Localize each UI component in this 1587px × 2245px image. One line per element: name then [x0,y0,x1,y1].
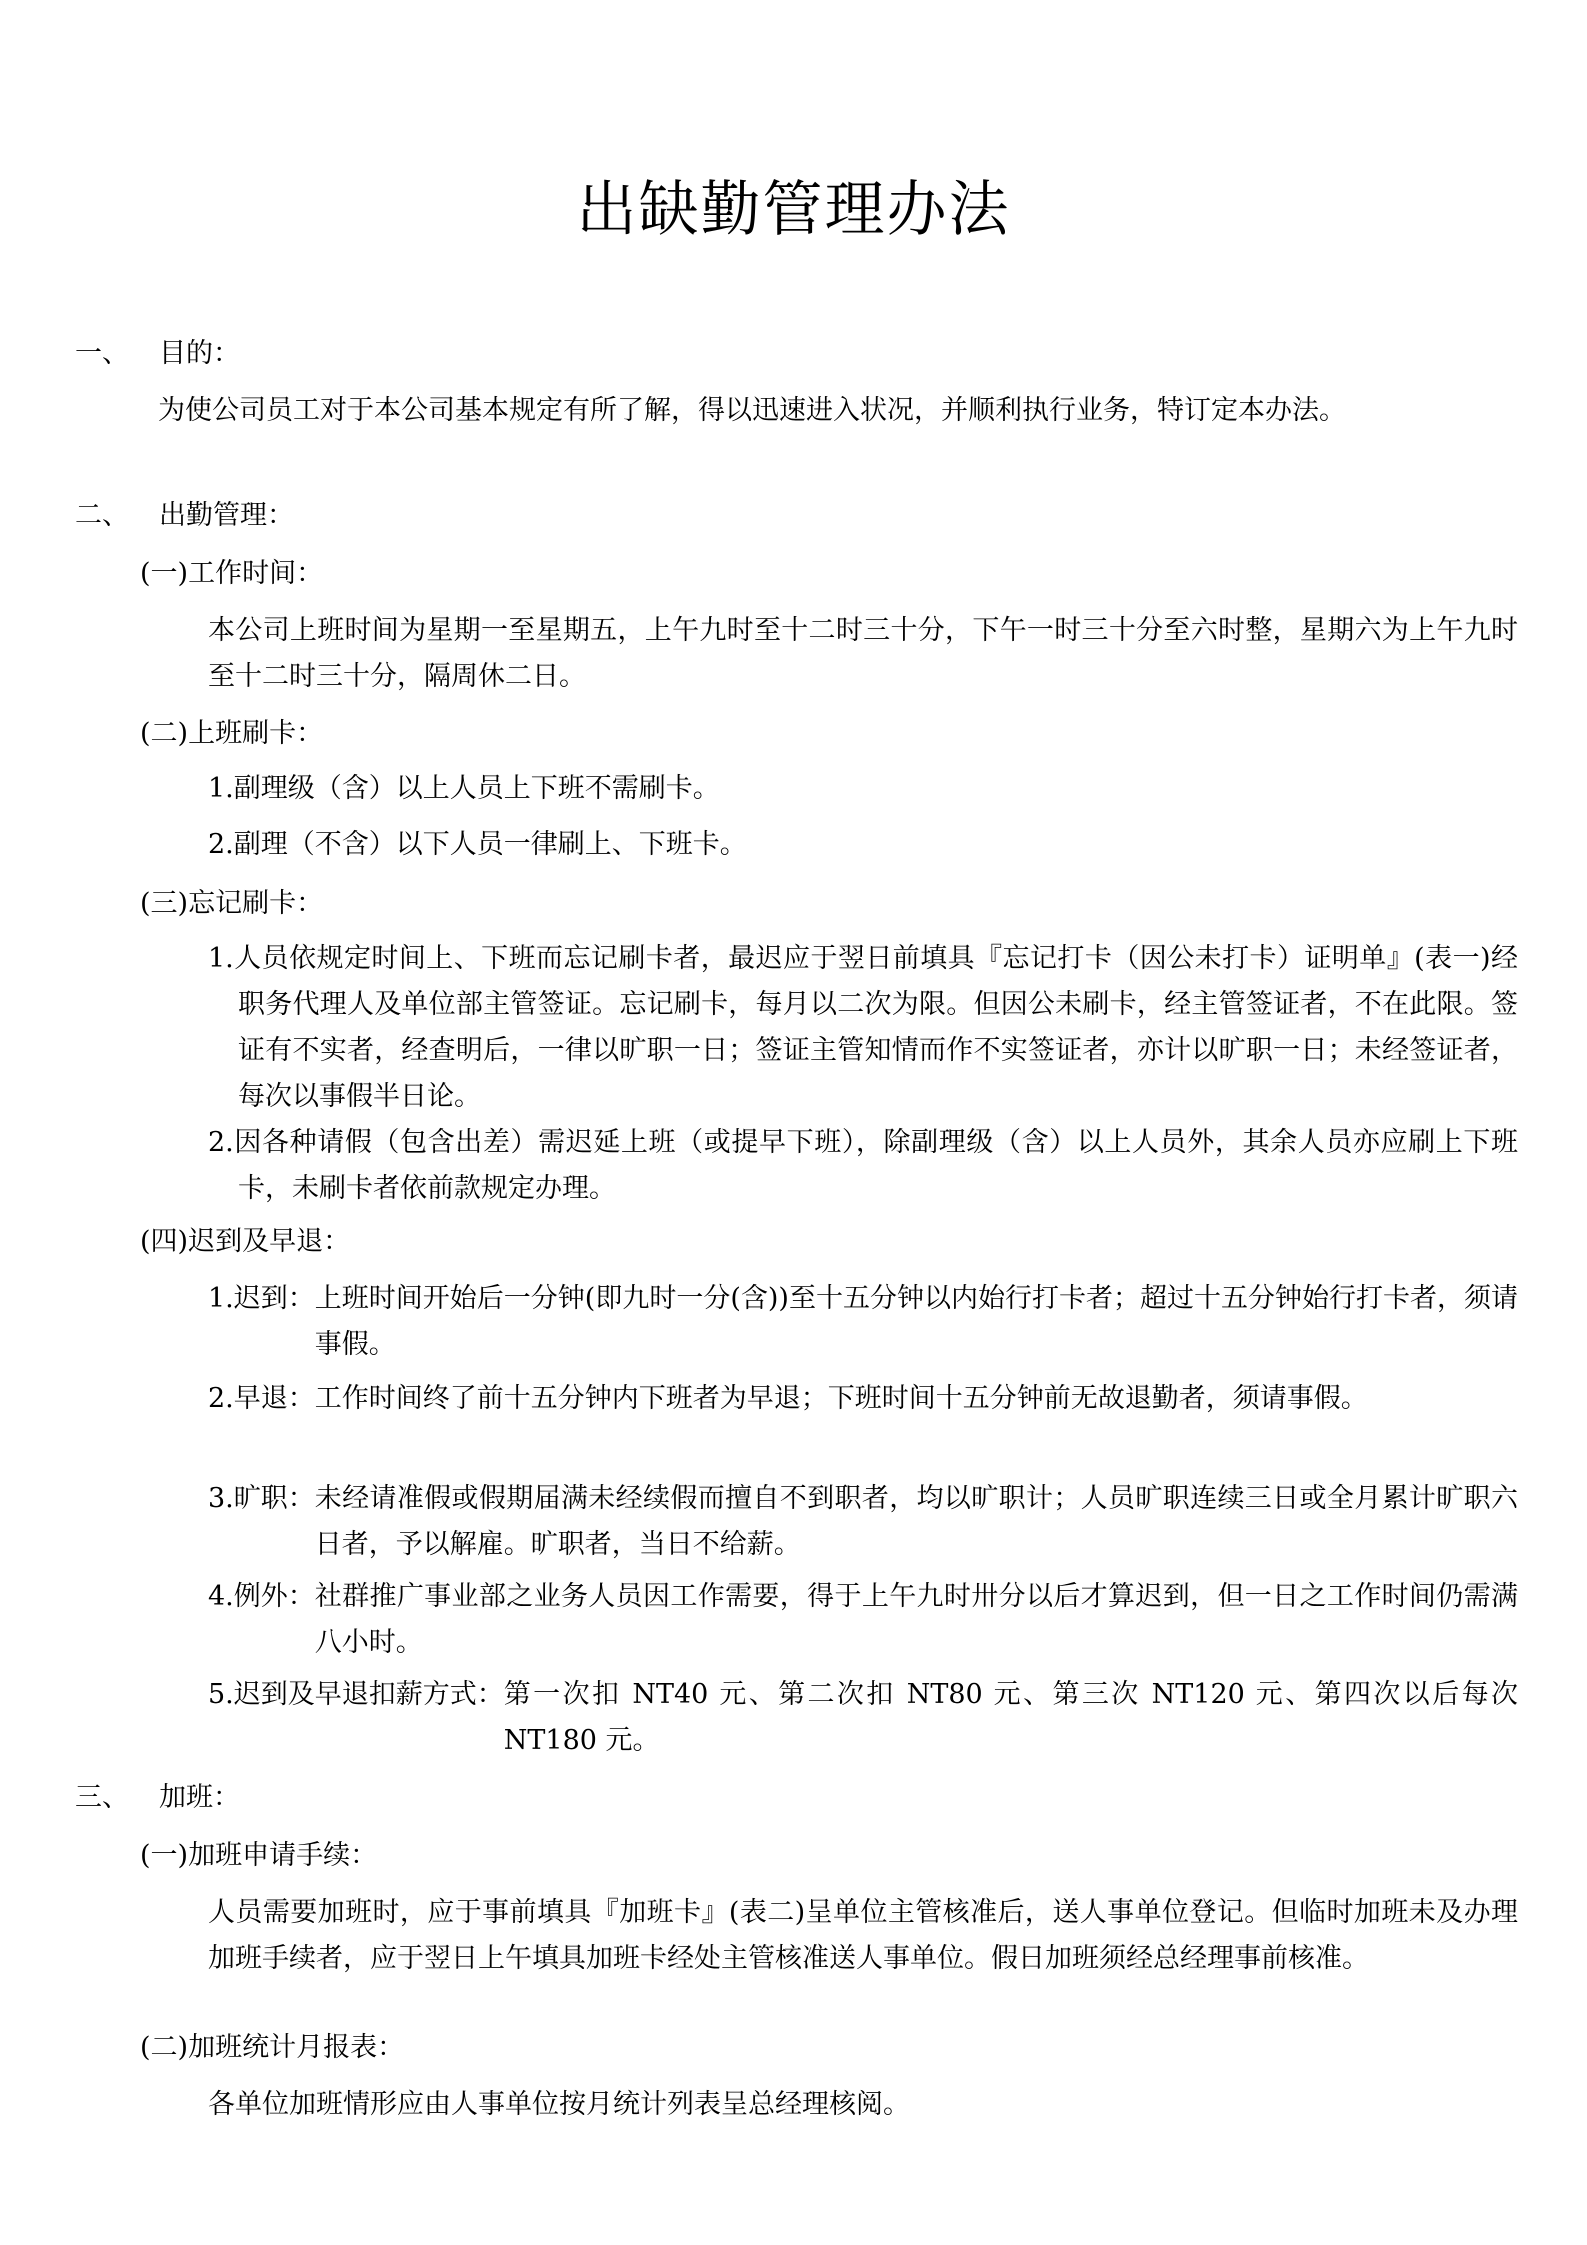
section-number: 三、 [75,1782,129,1813]
list-item: 1.副理级（含）以上人员上下班不需刷卡。 [208,773,720,804]
purpose-paragraph: 为使公司员工对于本公司基本规定有所了解，得以迅速进入状况，并顺利执行业务，特订定本办法。 [158,395,1346,426]
section-heading-overtime [75,1780,240,1816]
item-text: 未经请准假或假期届满未经续假而擅自不到职者，均以旷职计；人员旷职连续三日或全月累计旷职六日者，予以解雇。旷职者，当日不给薪。 [314,1483,1518,1560]
list-item-deduction [208,1672,1518,1764]
overtime-report-paragraph: 各单位加班情形应由人事单位按月统计列表呈总经理核阅。 [208,2089,910,2120]
item-label: 2.早退： [208,1383,315,1414]
section-heading-purpose [75,336,240,372]
item-label: 1.迟到： [208,1283,315,1314]
work-hours-paragraph: 本公司上班时间为星期一至星期五，上午九时至十二时三十分，下午一时三十分至六时整，星期六为上午九时至十二时三十分，隔周休二日。 [208,615,1518,692]
list-item-early-leave [208,1376,1518,1422]
item-text: 第一次扣 NT40 元、第二次扣 NT80 元、第三次 NT120 元、第四次以后每次 NT180 元。 [503,1679,1518,1756]
subsection-overtime-report: (二)加班统计月报表： [140,2032,405,2063]
subsection-forgot-clock: (三)忘记刷卡： [140,888,324,919]
subsection-work-hours: (一)工作时间： [140,558,324,589]
document-title: 出缺勤管理办法 [576,175,1011,245]
item-label: 3.旷职： [208,1483,315,1514]
section-title: 出勤管理： [159,500,294,531]
item-label: 5.迟到及早退扣薪方式： [208,1679,504,1710]
section-title: 加班： [159,1782,240,1813]
overtime-application-paragraph: 人员需要加班时，应于事前填具『加班卡』(表二)呈单位主管核准后，送人事单位登记。但临时加班未及办理加班手续者，应于翌日上午填具加班卡经处主管核准送人事单位。假日加班须经总经理事前核准。 [208,1897,1518,1974]
subsection-late-early: (四)迟到及早退： [140,1226,351,1257]
list-item: 2.副理（不含）以下人员一律刷上、下班卡。 [208,829,747,860]
item-text: 工作时间终了前十五分钟内下班者为早退；下班时间十五分钟前无故退勤者，须请事假。 [314,1383,1368,1414]
section-number: 二、 [75,500,129,531]
subsection-overtime-application: (一)加班申请手续： [140,1840,378,1871]
item-label: 4.例外： [208,1581,315,1612]
subsection-clock-in: (二)上班刷卡： [140,718,324,749]
list-item-exception [208,1574,1518,1666]
section-heading-attendance [75,498,294,534]
section-number: 一、 [75,338,129,369]
section-title: 目的： [159,338,240,369]
list-item: 2.因各种请假（包含出差）需迟延上班（或提早下班），除副理级（含）以上人员外，其余人员亦应刷上下班卡，未刷卡者依前款规定办理。 [208,1127,1518,1204]
item-text: 社群推广事业部之业务人员因工作需要，得于上午九时卅分以后才算迟到，但一日之工作时间仍需满八小时。 [314,1581,1518,1658]
list-item-late [208,1276,1518,1368]
item-text: 上班时间开始后一分钟(即九时一分(含))至十五分钟以内始行打卡者；超过十五分钟始行打卡者，须请事假。 [314,1283,1518,1360]
list-item: 1.人员依规定时间上、下班而忘记刷卡者，最迟应于翌日前填具『忘记打卡（因公未打卡）证明单』(表一)经职务代理人及单位部主管签证。忘记刷卡，每月以二次为限。但因公未刷卡，经主管签证者，不在此限。签证有不实者，经查明后，一律以旷职一日；签证主管知情而作不实签证者，亦计以旷职一日；未经签证者，每次以事假半日论。 [208,943,1518,1112]
list-item-absence [208,1476,1518,1568]
